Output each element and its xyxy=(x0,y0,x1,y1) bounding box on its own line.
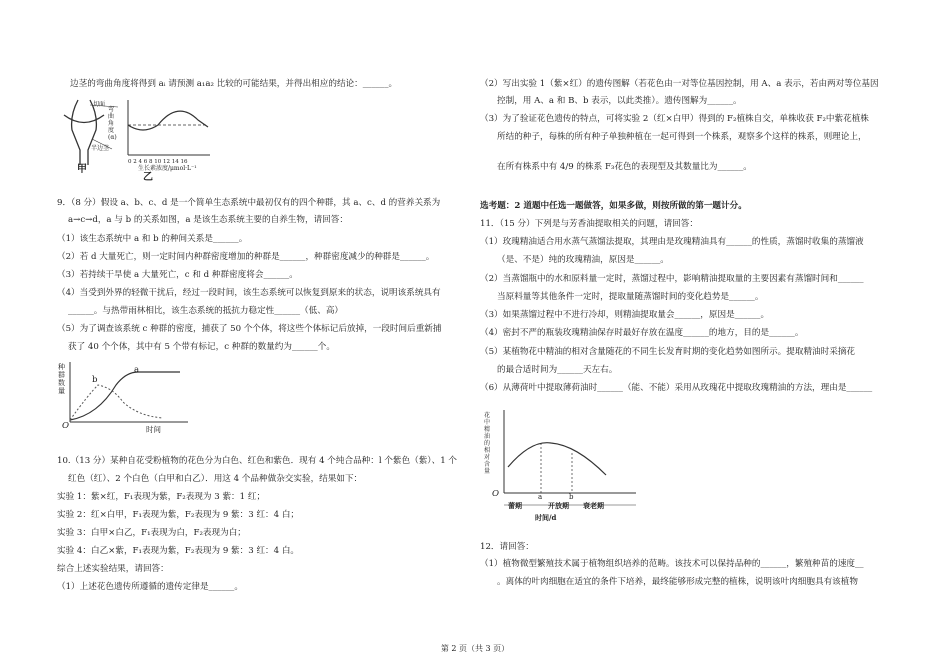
oil-ylabel: 花中精油的相对含量 xyxy=(484,412,491,475)
pop-origin: O xyxy=(62,421,70,431)
q10-line: 实验 3：白甲×白乙，F₁表现为白，F₂表现为白； xyxy=(57,528,246,538)
q9-line: （2）若 d 大量死亡，则一定时间内种群密度增加的种群是______，种群密度减少的种群是______。 xyxy=(57,252,435,262)
q10-cont-line: 在所有株系中有 4/9 的株系 F₃花色的表现型及其数量比为______。 xyxy=(497,162,752,172)
jia-label-bottom: 半边茎 xyxy=(91,145,110,152)
q10-line: 10.（13 分）某种自花受粉植物的花色分为白色、红色和紫色．现有 4 个纯合品种：l 个紫色（紫）、1 个 xyxy=(57,456,457,466)
q10-cont-line: 控制，用 A、a 和 B、b 表示，以此类推）。遗传图解为______。 xyxy=(497,96,742,106)
pop-curve-a: a xyxy=(134,365,140,375)
jia-caption: 甲 xyxy=(77,164,87,175)
q11-line: 的最合适时间为______天左右。 xyxy=(497,365,618,375)
q12-line: 。离体的叶肉细胞在适宜的条件下培养，最终能够形成完整的植株，说明该叶肉细胞具有该植物 xyxy=(497,577,858,587)
q10-cont-line: （2）写出实验 1（紫×红）的遗传图解（若花色由一对等位基因控制，用 A、a 表示，若由两对等位基因 xyxy=(480,79,879,89)
q11-line: （1）玫瑰精油适合用水蒸气蒸馏法提取，其理由是玫瑰精油具有______的性质，蒸馏时收集的蒸馏液 xyxy=(480,237,864,247)
oil-origin: O xyxy=(492,489,500,499)
q10-line: 实验 4：白乙×紫，F₁表现为紫，F₂表现为 9 紫：3 红：4 白。 xyxy=(57,546,300,556)
jia-label-top: 切面 xyxy=(93,101,106,108)
q9-line: （4）当受到外界的轻微干扰后，经过一段时间，该生态系统可以恢复到原来的状态，说明该系统具有 xyxy=(57,288,441,298)
q11-line: （2）当蒸馏瓶中的水和原料量一定时，蒸馏过程中，影响精油提取量的主要因素有蒸馏时间和______ xyxy=(480,274,864,284)
q11-line: 11．（15 分）下列是与芳香油提取相关的问题，请回答： xyxy=(480,219,698,229)
pop-curve-b: b xyxy=(92,375,98,385)
fig-population xyxy=(58,360,198,438)
oil-xlabel: 时间/d xyxy=(535,513,557,522)
oil-phase-3: 衰老期 xyxy=(583,501,604,510)
yi-ylabel: 弯曲角度(α) xyxy=(108,106,117,141)
elective-note: 选考题：2 道题中任选一题做答，如果多做，则按所做的第一题计分。 xyxy=(480,201,747,211)
q12-line: （1）植物微型繁殖技术属于植物组织培养的范畴。该技术可以保持品种的______，繁殖种苗的速度__ xyxy=(480,559,864,569)
q9-line: （1）该生态系统中 a 和 b 的种间关系是______。 xyxy=(57,234,248,244)
q10-line: 红色（红）、2 个白色（白甲和白乙）．用这 4 个品种做杂交实验，结果如下： xyxy=(68,474,363,484)
q10-line: 实验 1：紫×红，F₁表现为紫，F₂表现为 3 紫：1 红； xyxy=(57,492,266,502)
yi-caption: 乙 xyxy=(143,172,153,183)
oil-phase-2: 开放期 xyxy=(548,501,569,510)
yi-ticks: 0 2 4 6 8 10 12 14 16 xyxy=(128,159,188,165)
pop-ylabel: 种群数量 xyxy=(58,363,65,395)
q10-cont-line: （3）为了验证花色遗传的特点，可将实验 2（红×白甲）得到的 F₂植株自交，单株收获 F₂中紫花植株 xyxy=(480,114,869,124)
q11-line: （4）密封不严的瓶装玫瑰精油保存时最好存放在温度______的地方，目的是______。 xyxy=(480,328,804,338)
oil-a: a xyxy=(538,493,543,501)
q11-line: （5）某植物花中精油的相对含量随花的不同生长发育时期的变化趋势如图所示。提取精油时采摘花 xyxy=(480,347,856,357)
pop-xlabel: 时间 xyxy=(146,425,161,434)
top-line: 边茎的弯曲角度将得到 aᵢ 请预测 a₁a₂ 比较的可能结果，并得出相应的结论：______。 xyxy=(70,79,398,89)
oil-b: b xyxy=(569,493,574,501)
q9-line: （5）为了调查该系统 c 种群的密度，捕获了 50 个个体，将这些个体标记后放掉，一段时间后重新捕 xyxy=(57,324,442,334)
q10-line: （1）上述花色遗传所遵循的遗传定律是______。 xyxy=(57,582,243,592)
q11-line: 当原料量等其他条件一定时，提取量随蒸馏时间的变化趋势是______。 xyxy=(497,292,764,302)
yi-xlabel: 生长素浓度/μmol·L⁻¹ xyxy=(138,165,197,172)
q9-line: 获了 40 个个体，其中有 5 个带有标记，c 种群的数量约为______个。 xyxy=(68,342,335,352)
q10-line: 实验 2：红×白甲，F₁表现为紫，F₂表现为 9 紫：3 红：4 白； xyxy=(57,510,300,520)
q9-line: （3）若持续干旱使 a 大量死亡，c 和 d 种群密度将会______。 xyxy=(57,270,298,280)
q9-line: a→c→d，a 与 b 的关系如图，a 是该生态系统主要的自养生物，请回答： xyxy=(68,215,348,225)
q10-line: 综合上述实验结果，请回答： xyxy=(57,564,169,574)
q11-line: （6）从薄荷叶中提取薄荷油时______（能、不能）采用从玫瑰花中提取玫瑰精油的方法，理由是______ xyxy=(480,383,873,393)
q9-line: ______。与热带雨林相比，该生态系统的抵抗力稳定性______（低、高） xyxy=(68,306,344,316)
q11-line: （是、不是）纯的玫瑰精油，原因是______。 xyxy=(497,255,669,265)
q11-line: （3）如果蒸馏过程中不进行冷却，则精油提取量会______，原因是______。 xyxy=(480,310,770,320)
oil-phase-1: 蕾期 xyxy=(508,501,522,510)
q9-line: 9．（8 分）假设 a、b、c、d 是一个简单生态系统中最初仅有的四个种群，其 a、c、d 的营养关系为 xyxy=(57,198,441,208)
page-footer: 第 2 页（共 3 页） xyxy=(440,644,510,653)
q10-cont-line: 所结的种子，每株的所有种子单独种植在一起可得到一个株系，观察多个这样的株系，则理论上， xyxy=(497,132,867,142)
q12-line: 12．请回答： xyxy=(480,542,534,552)
